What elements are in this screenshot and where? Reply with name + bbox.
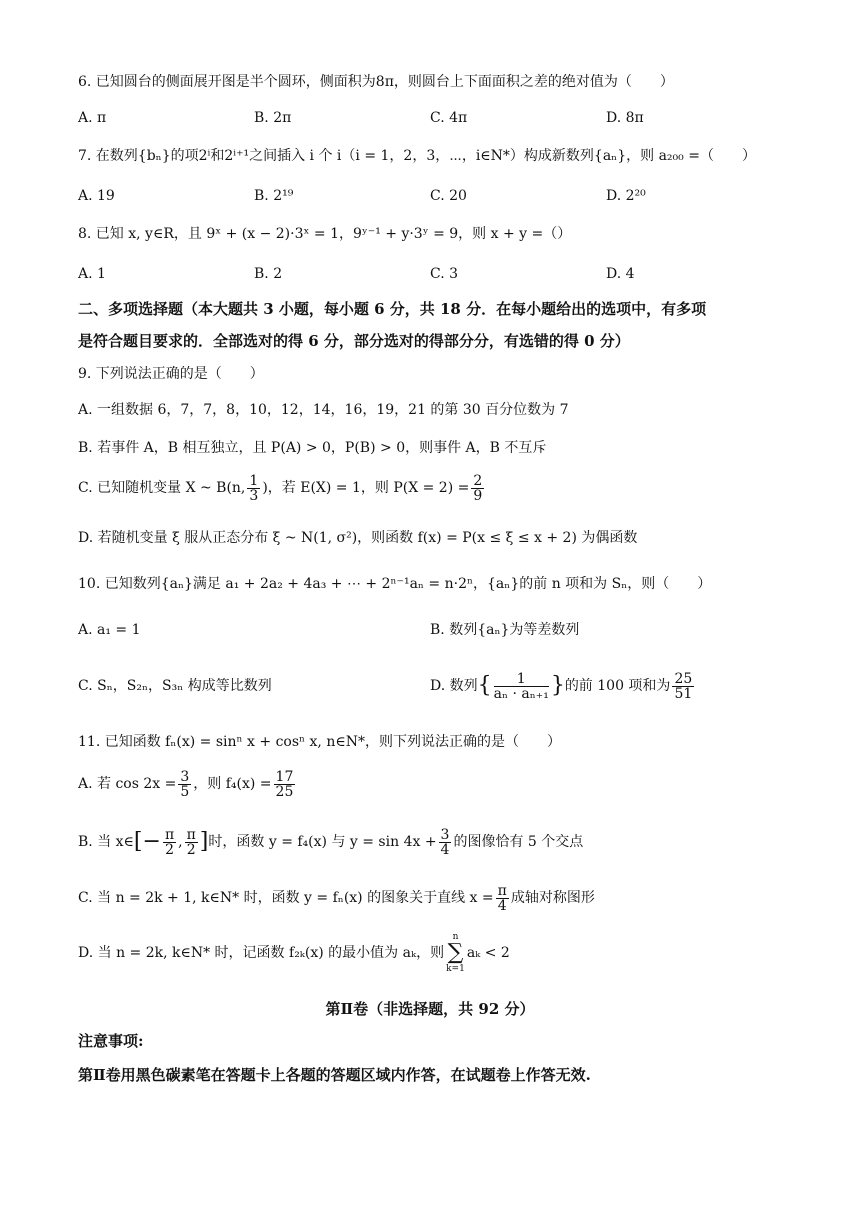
q11d-text-1: D. 当 n = 2k, k∈N* 时，记函数 f₂ₖ(x) 的最小值为 aₖ，则 [78,945,445,961]
numerator: π [164,826,175,843]
numerator: 1 [249,472,259,489]
question-11-option-d [78,930,510,976]
question-8-option-c: C. 3 [430,266,459,282]
q11d-text-2: aₖ < 2 [466,945,510,961]
right-brace: } [550,673,565,698]
question-11-option-b [78,820,583,864]
question-7-option-b: B. 2¹⁹ [254,188,294,204]
fraction-three-fifths [178,770,191,799]
denominator: 51 [674,685,693,702]
part-2-title: 第Ⅱ卷（非选择题，共 92 分） [325,1000,535,1018]
q11a-text-2: ，则 f₄(x) = [193,776,272,792]
fraction-three-quarters [439,828,452,857]
left-bracket: [− [133,829,161,854]
q11b-text-3: 的图像恰有 5 个交点 [453,834,584,850]
question-8-option-b: B. 2 [254,266,283,282]
question-6-option-c: C. 4π [430,110,468,126]
question-11-option-c [78,878,595,918]
question-11-option-a [78,764,297,804]
denominator: 3 [249,487,259,504]
numerator: 2 [473,472,483,489]
question-10-option-c: C. Sₙ，S₂ₙ，S₃ₙ 构成等比数列 [78,678,272,694]
fraction-reciprocal-product [494,672,549,701]
q10d-text-1: D. 数列 [430,678,478,694]
summation-sign [446,932,465,974]
question-10-option-a: A. a₁ = 1 [78,622,141,638]
fraction-17-25 [274,770,296,799]
question-6-stem: 6. 已知圆台的侧面展开图是半个圆环，侧面积为8π，则圆台上下面面积之差的绝对值为（ ） [78,74,674,90]
denominator: 5 [180,783,190,800]
q9c-text-1: C. 已知随机变量 X ~ B(n, [78,480,246,496]
question-6-option-d: D. 8π [606,110,644,126]
denominator: 2 [165,841,174,858]
sum-lower-limit: k=1 [446,964,465,974]
numerator: 3 [440,826,450,843]
question-8-option-a: A. 1 [78,266,106,282]
question-7-option-a: A. 19 [78,188,115,204]
fraction-pi-half [163,828,176,857]
q11b-text-2: 时，函数 y = f₄(x) 与 y = sin 4x + [208,834,437,850]
question-11-stem: 11. 已知函数 fₙ(x) = sinⁿ x + cosⁿ x, n∈N*，则下列说法正确的是（ ） [78,734,561,750]
sum-upper-limit: n [452,932,459,942]
q11c-text-1: C. 当 n = 2k + 1, k∈N* 时，函数 y = fₙ(x) 的图象关于直线 x = [78,890,494,906]
sigma-symbol: ∑ [447,940,464,965]
question-7-option-c: C. 20 [430,188,467,204]
question-10-stem: 10. 已知数列{aₙ}满足 a₁ + 2a₂ + 4a₃ + ⋯ + 2ⁿ⁻¹aₙ = n·2ⁿ，{aₙ}的前 n 项和为 Sₙ，则（ ） [78,576,712,592]
fraction-one-third [247,474,260,503]
numerator: 3 [180,768,190,785]
question-8-stem: 8. 已知 x, y∈R，且 9ˣ + (x − 2)·3ˣ = 1，9ʸ⁻¹ + y·3ʸ = 9，则 x + y =（） [78,226,572,242]
question-9-stem: 9. 下列说法正确的是（ ） [78,366,264,382]
fraction-25-51 [672,672,694,701]
denominator: aₙ · aₙ₊₁ [493,685,549,702]
question-7-stem: 7. 在数列{bₙ}的项2ⁱ和2ⁱ⁺¹之间插入 i 个 i（i = 1，2，3，⋯，i∈N*）构成新数列{aₙ}，则 a₂₀₀ =（ ） [78,148,756,164]
question-10-option-d [430,664,696,708]
numerator: 17 [275,768,294,785]
question-9-option-b: B. 若事件 A，B 相互独立，且 P(A) > 0，P(B) > 0，则事件 A，B 不互斥 [78,440,547,456]
q11c-text-2: 成轴对称图形 [510,890,595,906]
question-10-option-b: B. 数列{aₙ}为等差数列 [430,622,580,638]
fraction-pi-half [185,828,198,857]
question-6-option-a: A. π [78,110,107,126]
denominator: 9 [473,487,483,504]
fraction-pi-quarter [496,884,509,913]
numerator: 25 [674,670,693,687]
comma: , [178,834,183,850]
right-bracket: ] [199,829,209,854]
q9c-text-2: )，若 E(X) = 1，则 P(X = 2) = [262,480,470,496]
notes-text: 第Ⅱ卷用黑色碳素笔在答题卡上各题的答题区域内作答，在试题卷上作答无效. [78,1066,591,1084]
denominator: 4 [497,897,507,914]
question-9-option-a: A. 一组数据 6，7，7，8，10，12，14，16，19，21 的第 30 百分位数为 7 [78,402,569,418]
left-brace: { [477,673,492,698]
section-2-heading-line-2: 是符合题目要求的．全部选对的得 6 分，部分选对的得部分分，有选错的得 0 分） [78,332,630,350]
numerator: π [497,882,507,899]
question-8-option-d: D. 4 [606,266,635,282]
q11b-text-1: B. 当 x∈ [78,834,134,850]
denominator: 25 [275,783,294,800]
q11a-text-1: A. 若 cos 2x = [78,776,177,792]
question-6-option-b: B. 2π [254,110,292,126]
section-2-heading-line-1: 二、多项选择题（本大题共 3 小题，每小题 6 分，共 18 分．在每小题给出的选项中，有多项 [78,300,707,318]
numerator: 1 [494,672,549,687]
question-7-option-d: D. 2²⁰ [606,188,646,204]
q10d-text-2: 的前 100 项和为 [564,678,671,694]
question-9-option-d: D. 若随机变量 ξ 服从正态分布 ξ ~ N(1, σ²)，则函数 f(x) = P(x ≤ ξ ≤ x + 2) 为偶函数 [78,530,638,546]
notes-title: 注意事项: [78,1032,144,1050]
fraction-two-ninths [471,474,484,503]
denominator: 2 [186,841,196,858]
question-9-option-c [78,468,486,508]
denominator: 4 [440,841,450,858]
numerator: π [186,826,196,843]
